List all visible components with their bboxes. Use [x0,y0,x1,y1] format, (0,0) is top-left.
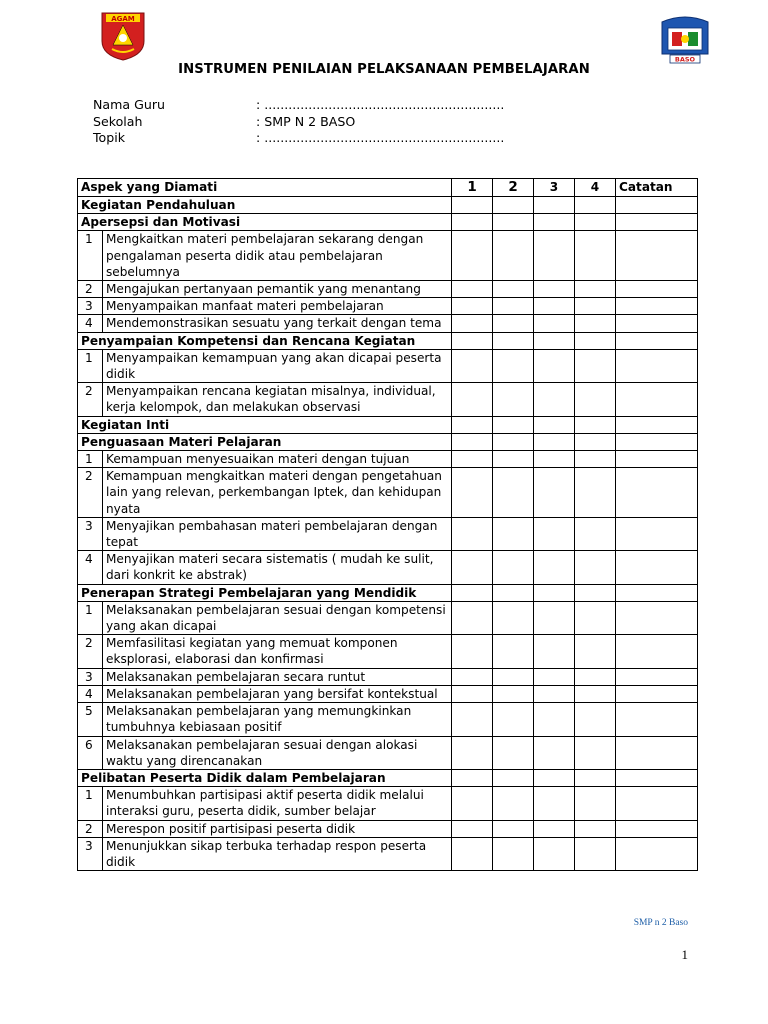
score-cell-4[interactable] [575,231,616,281]
assessment-table [77,178,698,871]
score-cell-2[interactable] [493,383,534,416]
table-row [78,451,698,468]
notes-cell[interactable] [616,703,698,736]
notes-cell[interactable] [616,349,698,382]
item-description: Melaksanakan pembelajaran secara runtut [103,668,452,685]
table-row [78,837,698,870]
score-cell-4[interactable] [575,383,616,416]
baso-logo [656,14,714,64]
item-description: Melaksanakan pembelajaran sesuai dengan alokasi waktu yang direncanakan [103,736,452,769]
section-title: Kegiatan Pendahuluan [78,197,452,214]
item-number: 2 [78,281,103,298]
score-cell-2[interactable] [493,416,534,433]
score-cell-1[interactable] [452,584,493,601]
table-row [78,601,698,634]
score-cell-3[interactable] [534,668,575,685]
score-cell-4[interactable] [575,451,616,468]
score-cell-3[interactable] [534,197,575,214]
score-cell-1[interactable] [452,298,493,315]
notes-cell[interactable] [616,736,698,769]
score-cell-2[interactable] [493,281,534,298]
item-number: 2 [78,468,103,518]
score-cell-4[interactable] [575,281,616,298]
table-row [78,349,698,382]
item-number: 4 [78,551,103,584]
score-cell-1[interactable] [452,383,493,416]
item-number: 4 [78,685,103,702]
info-row-school [93,114,504,131]
score-cell-3[interactable] [534,433,575,450]
table-header-row [78,179,698,197]
score-cell-3[interactable] [534,349,575,382]
baso-logo-text: BASO [674,55,696,64]
item-number: 4 [78,315,103,332]
score-cell-4[interactable] [575,298,616,315]
score-cell-2[interactable] [493,197,534,214]
header-score-4: 4 [575,179,616,197]
item-number: 2 [78,635,103,668]
score-cell-2[interactable] [493,635,534,668]
notes-cell[interactable] [616,298,698,315]
score-cell-3[interactable] [534,517,575,550]
teacher-info [93,97,504,147]
item-number: 1 [78,787,103,820]
info-value: : ............................................................ [256,130,505,145]
table-row [78,468,698,518]
score-cell-1[interactable] [452,668,493,685]
table-row [78,517,698,550]
score-cell-4[interactable] [575,517,616,550]
score-cell-4[interactable] [575,820,616,837]
header-score-3: 3 [534,179,575,197]
score-cell-4[interactable] [575,703,616,736]
item-number: 3 [78,668,103,685]
score-cell-3[interactable] [534,551,575,584]
score-cell-2[interactable] [493,736,534,769]
score-cell-3[interactable] [534,451,575,468]
item-number: 1 [78,349,103,382]
agam-logo-text: AGAM [111,15,135,23]
item-number: 6 [78,736,103,769]
notes-cell[interactable] [616,668,698,685]
section-title: Kegiatan Inti [78,416,452,433]
score-cell-2[interactable] [493,685,534,702]
notes-cell[interactable] [616,601,698,634]
info-row-topic [93,130,504,147]
table-row [78,315,698,332]
score-cell-4[interactable] [575,685,616,702]
score-cell-4[interactable] [575,635,616,668]
score-cell-3[interactable] [534,837,575,870]
section-row [78,332,698,349]
table-row [78,551,698,584]
notes-cell[interactable] [616,416,698,433]
notes-cell[interactable] [616,685,698,702]
score-cell-3[interactable] [534,383,575,416]
notes-cell[interactable] [616,315,698,332]
item-number: 1 [78,231,103,281]
item-description: Melaksanakan pembelajaran yang memungkinkan tumbuhnya kebiasaan positif [103,703,452,736]
score-cell-4[interactable] [575,551,616,584]
score-cell-2[interactable] [493,433,534,450]
score-cell-3[interactable] [534,820,575,837]
score-cell-1[interactable] [452,214,493,231]
notes-cell[interactable] [616,517,698,550]
score-cell-3[interactable] [534,281,575,298]
notes-cell[interactable] [616,281,698,298]
item-description: Mendemonstrasikan sesuatu yang terkait dengan tema [103,315,452,332]
score-cell-3[interactable] [534,769,575,786]
score-cell-3[interactable] [534,635,575,668]
score-cell-2[interactable] [493,601,534,634]
score-cell-2[interactable] [493,332,534,349]
notes-cell[interactable] [616,451,698,468]
score-cell-4[interactable] [575,584,616,601]
info-label: Topik [93,130,126,145]
score-cell-2[interactable] [493,517,534,550]
score-cell-1[interactable] [452,769,493,786]
notes-cell[interactable] [616,584,698,601]
score-cell-3[interactable] [534,231,575,281]
table-row [78,736,698,769]
score-cell-2[interactable] [493,468,534,518]
section-title: Apersepsi dan Motivasi [78,214,452,231]
score-cell-3[interactable] [534,298,575,315]
score-cell-2[interactable] [493,584,534,601]
score-cell-3[interactable] [534,468,575,518]
score-cell-4[interactable] [575,197,616,214]
score-cell-4[interactable] [575,332,616,349]
header-score-1: 1 [452,179,493,197]
item-description: Menyajikan materi secara sistematis ( mudah ke sulit, dari konkrit ke abstrak) [103,551,452,584]
score-cell-4[interactable] [575,736,616,769]
score-cell-4[interactable] [575,601,616,634]
table-row [78,231,698,281]
item-description: Kemampuan mengkaitkan materi dengan pengetahuan lain yang relevan, perkembangan Iptek, dan kehidupan nyata [103,468,452,518]
item-number: 3 [78,298,103,315]
score-cell-2[interactable] [493,703,534,736]
notes-cell[interactable] [616,635,698,668]
score-cell-1[interactable] [452,736,493,769]
score-cell-1[interactable] [452,517,493,550]
score-cell-1[interactable] [452,820,493,837]
score-cell-2[interactable] [493,820,534,837]
item-number: 1 [78,451,103,468]
table-row [78,820,698,837]
table-row [78,635,698,668]
item-description: Kemampuan menyesuaikan materi dengan tujuan [103,451,452,468]
section-title: Penerapan Strategi Pembelajaran yang Mendidik [78,584,452,601]
score-cell-2[interactable] [493,769,534,786]
score-cell-4[interactable] [575,468,616,518]
score-cell-3[interactable] [534,416,575,433]
item-description: Memfasilitasi kegiatan yang memuat komponen eksplorasi, elaborasi dan konfirmasi [103,635,452,668]
score-cell-4[interactable] [575,787,616,820]
notes-cell[interactable] [616,551,698,584]
notes-cell[interactable] [616,769,698,786]
score-cell-2[interactable] [493,214,534,231]
notes-cell[interactable] [616,820,698,837]
item-description: Mengkaitkan materi pembelajaran sekarang dengan pengalaman peserta didik atau pembelajaran sebelumnya [103,231,452,281]
score-cell-4[interactable] [575,315,616,332]
section-row [78,433,698,450]
score-cell-4[interactable] [575,433,616,450]
notes-cell[interactable] [616,214,698,231]
score-cell-1[interactable] [452,349,493,382]
score-cell-1[interactable] [452,433,493,450]
score-cell-2[interactable] [493,837,534,870]
header-notes: Catatan [616,179,698,197]
score-cell-1[interactable] [452,601,493,634]
score-cell-4[interactable] [575,214,616,231]
score-cell-2[interactable] [493,551,534,584]
info-row-teacher-name [93,97,504,114]
score-cell-1[interactable] [452,332,493,349]
section-title: Pelibatan Peserta Didik dalam Pembelajaran [78,769,452,786]
item-description: Menyampaikan kemampuan yang akan dicapai peserta didik [103,349,452,382]
item-description: Mengajukan pertanyaan pemantik yang menantang [103,281,452,298]
score-cell-1[interactable] [452,416,493,433]
section-row [78,416,698,433]
score-cell-3[interactable] [534,736,575,769]
table-row [78,383,698,416]
table-row [78,281,698,298]
item-description: Melaksanakan pembelajaran sesuai dengan kompetensi yang akan dicapai [103,601,452,634]
score-cell-3[interactable] [534,332,575,349]
info-label: Nama Guru [93,97,166,112]
score-cell-2[interactable] [493,231,534,281]
item-description: Menunjukkan sikap terbuka terhadap respon peserta didik [103,837,452,870]
score-cell-4[interactable] [575,668,616,685]
score-cell-2[interactable] [493,787,534,820]
notes-cell[interactable] [616,383,698,416]
score-cell-1[interactable] [452,451,493,468]
table-row [78,685,698,702]
item-number: 3 [78,517,103,550]
score-cell-1[interactable] [452,635,493,668]
score-cell-3[interactable] [534,685,575,702]
item-number: 2 [78,820,103,837]
notes-cell[interactable] [616,231,698,281]
notes-cell[interactable] [616,197,698,214]
notes-cell[interactable] [616,332,698,349]
header-score-2: 2 [493,179,534,197]
table-row [78,703,698,736]
info-value: : ............................................................ [256,97,505,112]
info-label: Sekolah [93,113,143,129]
info-value: : SMP N 2 BASO [256,113,356,129]
score-cell-2[interactable] [493,315,534,332]
page-number: 1 [681,947,688,962]
item-description: Menyampaikan rencana kegiatan misalnya, individual, kerja kelompok, dan melakukan observasi [103,383,452,416]
item-description: Menyajikan pembahasan materi pembelajaran dengan tepat [103,517,452,550]
item-description: Melaksanakan pembelajaran yang bersifat kontekstual [103,685,452,702]
table-row [78,298,698,315]
section-row [78,584,698,601]
score-cell-3[interactable] [534,703,575,736]
score-cell-1[interactable] [452,685,493,702]
table-row [78,668,698,685]
footer-note: SMP n 2 Baso [633,918,688,928]
item-number: 2 [78,383,103,416]
score-cell-1[interactable] [452,468,493,518]
score-cell-4[interactable] [575,837,616,870]
score-cell-2[interactable] [493,668,534,685]
table-row [78,787,698,820]
notes-cell[interactable] [616,433,698,450]
agam-logo [100,11,146,61]
page-title: INSTRUMEN PENILAIAN PELAKSANAAN PEMBELAJARAN [178,62,590,77]
item-description: Menyampaikan manfaat materi pembelajaran [103,298,452,315]
score-cell-1[interactable] [452,315,493,332]
score-cell-3[interactable] [534,214,575,231]
notes-cell[interactable] [616,787,698,820]
section-row [78,197,698,214]
item-description: Menumbuhkan partisipasi aktif peserta didik melalui interaksi guru, peserta didik, sumber belajar [103,787,452,820]
score-cell-1[interactable] [452,703,493,736]
score-cell-1[interactable] [452,551,493,584]
score-cell-3[interactable] [534,584,575,601]
item-number: 1 [78,601,103,634]
score-cell-3[interactable] [534,601,575,634]
notes-cell[interactable] [616,468,698,518]
header-aspect: Aspek yang Diamati [78,179,452,197]
notes-cell[interactable] [616,837,698,870]
section-title: Penyampaian Kompetensi dan Rencana Kegiatan [78,332,452,349]
score-cell-1[interactable] [452,231,493,281]
section-row [78,769,698,786]
score-cell-4[interactable] [575,416,616,433]
score-cell-2[interactable] [493,451,534,468]
item-number: 5 [78,703,103,736]
score-cell-1[interactable] [452,281,493,298]
score-cell-1[interactable] [452,787,493,820]
score-cell-2[interactable] [493,298,534,315]
score-cell-4[interactable] [575,349,616,382]
item-description: Merespon positif partisipasi peserta didik [103,820,452,837]
score-cell-3[interactable] [534,787,575,820]
score-cell-4[interactable] [575,769,616,786]
item-number: 3 [78,837,103,870]
score-cell-1[interactable] [452,197,493,214]
section-row [78,214,698,231]
score-cell-3[interactable] [534,315,575,332]
section-title: Penguasaan Materi Pelajaran [78,433,452,450]
score-cell-2[interactable] [493,349,534,382]
score-cell-1[interactable] [452,837,493,870]
